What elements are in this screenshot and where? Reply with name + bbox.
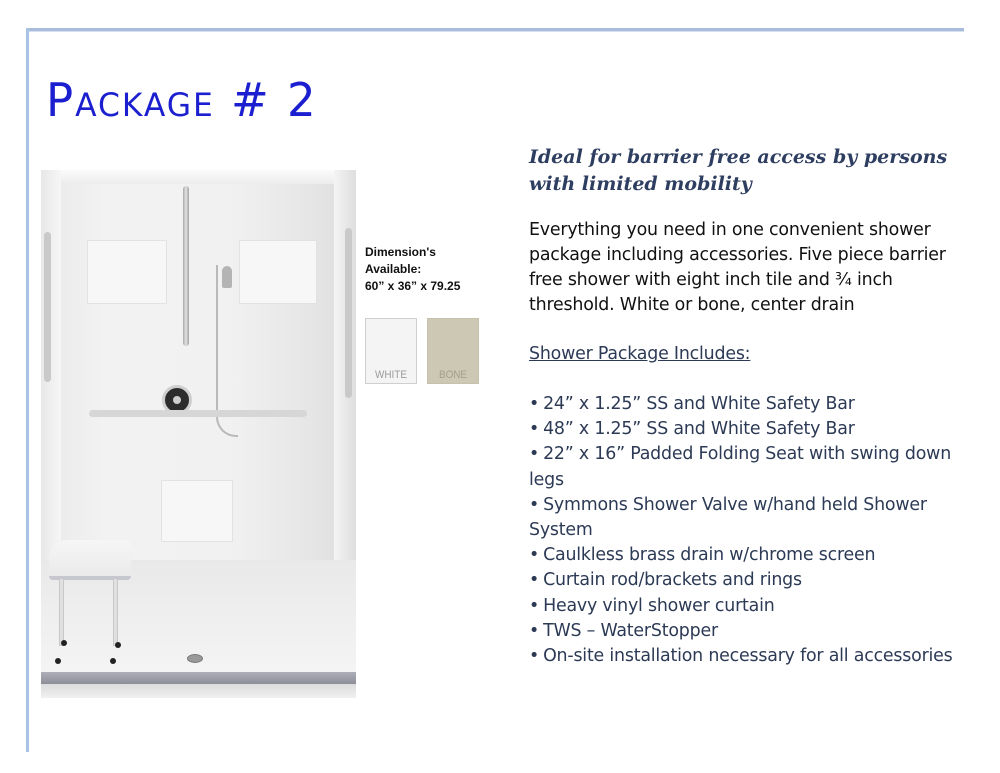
bullet-icon: • xyxy=(529,570,540,591)
product-description: Everything you need in one convenient shower package including accessories. Five piece barrier free shower with eight inch tile and ¾ inch threshold. White or bone, center drain xyxy=(529,220,946,315)
page-title: Package # 2 xyxy=(46,73,318,127)
dimensions-value: 60” x 36” x 79.25 xyxy=(365,279,461,293)
list-item-text: 22” x 16” Padded Folding Seat with swing down legs xyxy=(529,444,952,490)
bullet-icon: • xyxy=(529,394,540,414)
shelf-niche-right xyxy=(239,240,317,304)
page-frame-left-border xyxy=(26,28,29,752)
soap-dish-niche xyxy=(161,480,233,542)
bullet-icon: • xyxy=(529,620,540,641)
includes-heading: Shower Package Includes: xyxy=(529,344,751,364)
list-item-text: Symmons Shower Valve w/hand held Shower System xyxy=(529,494,927,541)
seat-foot xyxy=(55,658,61,664)
color-swatch-bone xyxy=(427,318,479,384)
swatch-label-bone: BONE xyxy=(438,369,468,381)
grab-bar-right-icon xyxy=(345,228,352,398)
list-item-text: TWS – WaterStopper xyxy=(543,620,718,641)
seat-foot xyxy=(61,640,67,646)
list-item-text: 48” x 1.25” SS and White Safety Bar xyxy=(543,419,855,440)
bullet-icon: • xyxy=(529,646,540,667)
shower-product-image xyxy=(41,170,356,698)
list-item-text: On-site installation necessary for all accessories xyxy=(543,646,953,667)
list-item-text: Heavy vinyl shower curtain xyxy=(543,595,775,616)
list-item xyxy=(529,493,969,543)
list-item-text: Curtain rod/brackets and rings xyxy=(543,570,802,591)
list-item xyxy=(529,619,969,644)
bullet-icon: • xyxy=(529,444,540,465)
seat-foot xyxy=(115,642,121,648)
bullet-icon: • xyxy=(529,595,540,616)
swatch-label-white: WHITE xyxy=(375,369,407,381)
folding-seat-icon xyxy=(49,540,131,580)
seat-leg xyxy=(113,578,118,646)
list-item xyxy=(529,392,969,417)
center-drain-icon xyxy=(187,654,203,663)
list-item xyxy=(529,644,969,669)
page-frame-top-border xyxy=(27,28,964,32)
shower-base xyxy=(41,684,356,698)
list-item xyxy=(529,417,969,442)
bullet-icon: • xyxy=(529,545,540,566)
tagline: Ideal for barrier free access by persons with limited mobility xyxy=(529,146,948,195)
list-item xyxy=(529,442,969,492)
list-item xyxy=(529,594,969,619)
bullet-icon: • xyxy=(529,419,540,440)
seat-foot xyxy=(110,658,116,664)
bullet-icon: • xyxy=(529,494,540,515)
shower-threshold xyxy=(41,672,356,684)
shower-slide-bar-icon xyxy=(183,186,189,346)
shelf-niche-left xyxy=(87,240,167,304)
grab-bar-horizontal-icon xyxy=(89,410,307,417)
list-item-text: Caulkless brass drain w/chrome screen xyxy=(543,545,876,566)
dimensions-label-available: Available: xyxy=(365,262,422,276)
list-item xyxy=(529,568,969,593)
shower-rim xyxy=(41,170,356,184)
dimensions-block xyxy=(365,244,460,295)
list-item-text: 24” x 1.25” SS and White Safety Bar xyxy=(543,394,855,414)
color-swatch-white xyxy=(365,318,417,384)
grab-bar-left-icon xyxy=(44,232,51,382)
includes-list xyxy=(529,392,969,669)
dimensions-label: Dimension's xyxy=(365,245,436,259)
seat-leg xyxy=(59,578,64,646)
list-item xyxy=(529,543,969,568)
